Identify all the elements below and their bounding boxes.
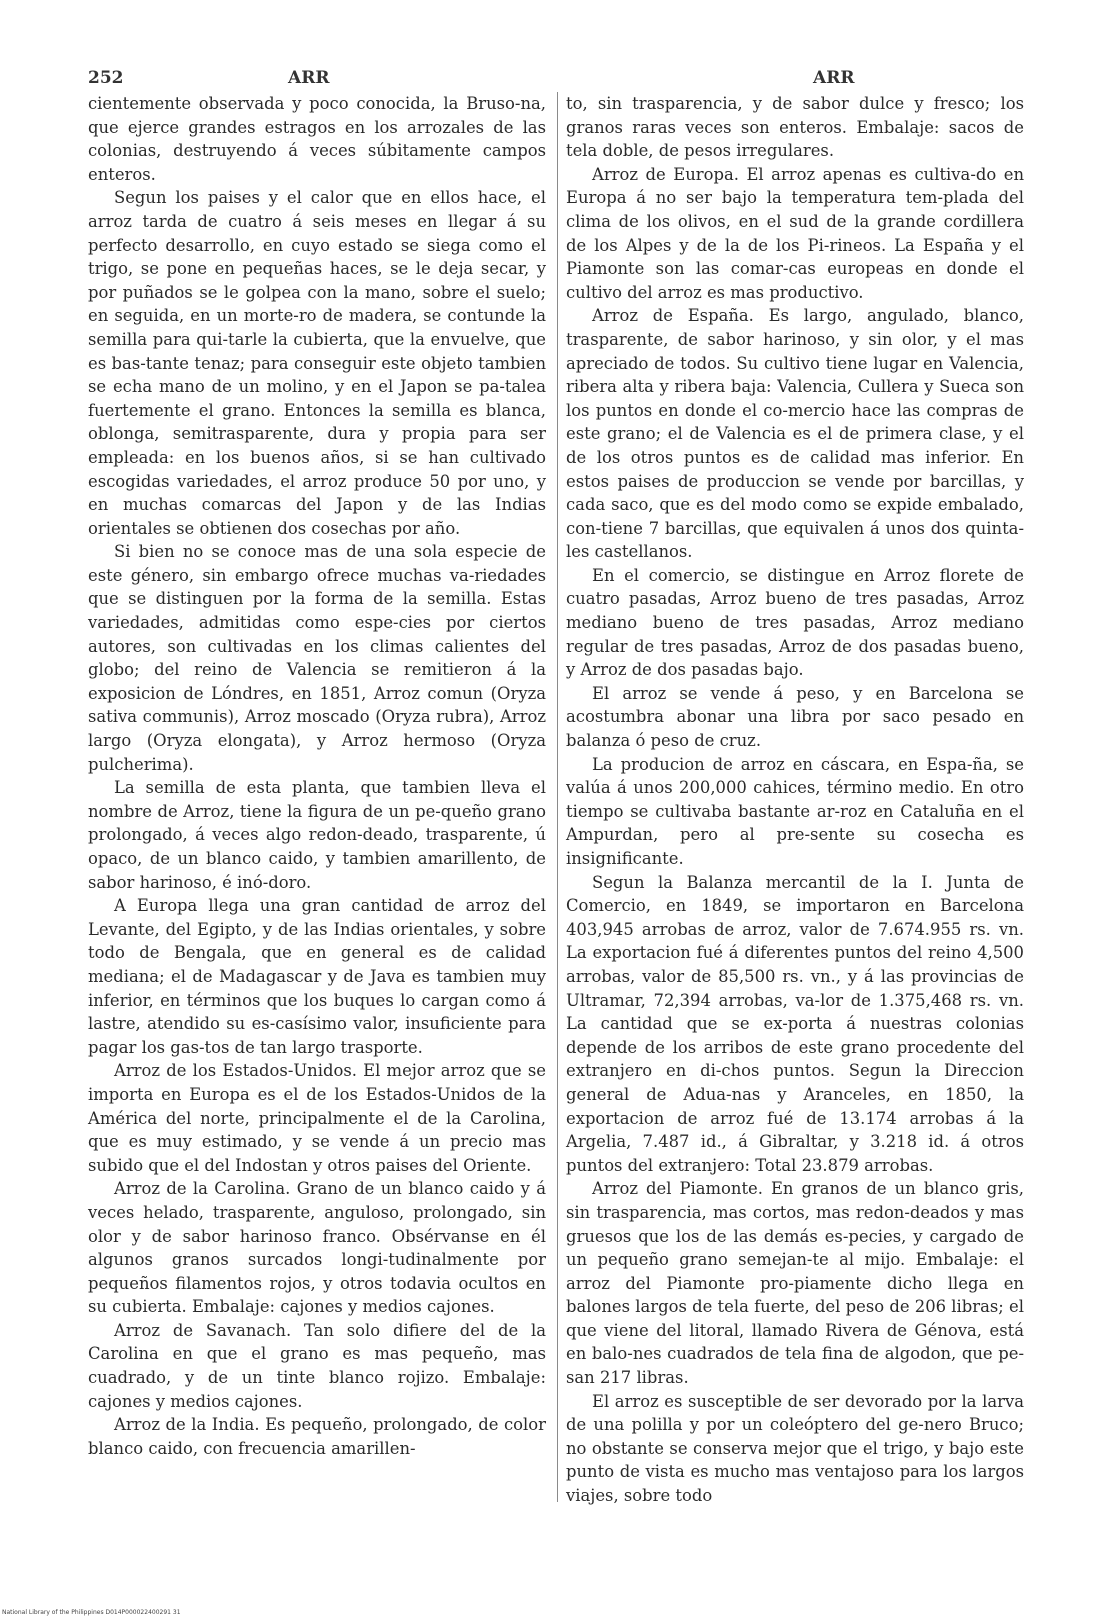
running-title-left: ARR xyxy=(288,68,330,88)
paragraph: El arroz se vende á peso, y en Barcelona se acostumbra abonar una libra por saco pesado en balanza ó peso de cruz. xyxy=(566,683,1024,751)
scan-credit: National Library of the Philippines D014P000022400291 31 xyxy=(2,1609,181,1616)
paragraph: Segun los paises y el calor que en ellos hace, el arroz tarda de cuatro á seis meses en llegar á su perfecto desarrollo, en cuyo estado se siega como el trigo, se pone en pequeñas haces, se le deja secar, y por puñados se le golpea con la mano, sobre el suelo; en seguida, en un morte-ro de madera, se contunde la semilla para qui-tarle la cubierta, que la envuelve, que es bas-tante tenaz; para conseguir este objeto tambien se echa mano de un molino, y en el Japon se pa-talea fuertemente el grano. Entonces la semilla es blanca, oblonga, semitrasparente, dura y propia para ser empleada: en los buenos años, si se han cultivado escogidas variedades, el arroz produce 50 por uno, y en muchas comarcas del Japon y de las Indias orientales se obtienen dos cosechas por año. xyxy=(88,188,546,538)
paragraph: El arroz es susceptible de ser devorado por la larva de una polilla y por un coleóptero del ge-nero Bruco; no obstante se conserva mejor que el trigo, y bajo este punto de vista es mucho mas ventajoso para los largos viajes, sobre todo xyxy=(566,1391,1024,1506)
left-column xyxy=(88,92,546,1460)
running-title-right: ARR xyxy=(813,68,855,88)
paragraph: cientemente observada y poco conocida, la Bruso-na, que ejerce grandes estragos en los arrozales de las colonias, destruyendo á veces súbitamente campos enteros. xyxy=(88,94,546,184)
paragraph: La semilla de esta planta, que tambien lleva el nombre de Arroz, tiene la figura de un pe-queño grano prolongado, á veces algo redon-deado, trasparente, ú opaco, de un blanco caido, y tambien amarillento, de sabor harinoso, é inó-doro. xyxy=(88,778,546,892)
right-column xyxy=(566,92,1024,1508)
paragraph: Arroz de la Carolina. Grano de un blanco caido y á veces helado, trasparente, anguloso, prolongado, sin olor y de sabor harinoso franco. Obsérvanse en él algunos granos surcados longi-tudinalmente por pequeños filamentos rojos, y otros todavia ocultos en su cubierta. Embalaje: cajones y medios cajones. xyxy=(88,1179,546,1317)
page-number: 252 xyxy=(88,68,124,88)
paragraph: En el comercio, se distingue en Arroz florete de cuatro pasadas, Arroz bueno de tres pasadas, Arroz mediano bueno de tres pasadas, Arroz mediano regular de tres pasadas, Arroz de dos pasadas bueno, y Arroz de dos pasadas bajo. xyxy=(566,565,1024,680)
paragraph: Arroz de la India. Es pequeño, prolongado, de color blanco caido, con frecuencia amarillen- xyxy=(88,1415,546,1458)
paragraph: to, sin trasparencia, y de sabor dulce y fresco; los granos raras veces son enteros. Embalaje: sacos de tela doble, de pesos irregulares. xyxy=(566,94,1024,161)
paragraph: Si bien no se conoce mas de una sola especie de este género, sin embargo ofrece muchas va-riedades que se distinguen por la forma de la semilla. Estas variedades, admitidas como espe-cies por ciertos autores, son cultivadas en los climas calientes del globo; del reino de Valencia se remitieron á la exposicion de Lóndres, en 1851, Arroz comun (Oryza sativa communis), Arroz moscado (Oryza rubra), Arroz largo (Oryza elongata), y Arroz hermoso (Oryza pulcherima). xyxy=(88,542,546,774)
paragraph: Arroz de los Estados-Unidos. El mejor arroz que se importa en Europa es el de los Estados-Unidos de la América del norte, principalmente el de la Carolina, que es muy estimado, y se vende á un precio mas subido que el del Indostan y otros paises del Oriente. xyxy=(88,1061,546,1175)
paragraph: Arroz de Savanach. Tan solo difiere del de la Carolina en que el grano es mas pequeño, mas cuadrado, y de un tinte blanco rojizo. Embalaje: cajones y medios cajones. xyxy=(88,1320,546,1411)
column-divider xyxy=(557,92,558,1502)
paragraph: La producion de arroz en cáscara, en Espa-ña, se valúa á unos 200,000 cahices, término medio. En otro tiempo se cultivaba bastante ar-roz en Cataluña en el Ampurdan, pero al pre-sente su cosecha es insignificante. xyxy=(566,754,1024,868)
paragraph: Arroz de Europa. El arroz apenas es cultiva-do en Europa á no ser bajo la temperatura tem-plada del clima de los olivos, en el sud de la grande cordillera de los Alpes y de la de los Pi-rineos. La España y el Piamonte son las comar-cas europeas en donde el cultivo del arroz es mas productivo. xyxy=(566,164,1024,302)
page-header xyxy=(88,68,1050,92)
paragraph: Arroz del Piamonte. En granos de un blanco gris, sin trasparencia, mas cortos, mas redon-deados y mas gruesos que los de las demás es-pecies, y cargado de un pequeño grano semejan-te al mijo. Embalaje: el arroz del Piamonte pro-piamente dicho llega en balones largos de tela fuerte, del peso de 206 libras; el que viene del litoral, llamado Rivera de Génova, está en balo-nes cuadrados de tela fina de algodon, que pe-san 217 libras. xyxy=(566,1179,1024,1388)
paragraph: Segun la Balanza mercantil de la I. Junta de Comercio, en 1849, se importaron en Barcelona 403,945 arrobas de arroz, valor de 7.674.955 rs. vn. La exportacion fué á diferentes puntos del reino 4,500 arrobas, valor de 85,500 rs. vn., y á las provincias de Ultramar, 72,394 arrobas, va-lor de 1.375,468 rs. vn. La cantidad que se ex-porta á nuestras colonias depende de los arribos de este grano procedente del extranjero en di-chos puntos. Segun la Direccion general de Adua-nas y Aranceles, en 1850, la exportacion de arroz fué de 13.174 arrobas á la Argelia, 7.487 id., á Gibraltar, y 3.218 id. á otros puntos del extranjero: Total 23.879 arrobas. xyxy=(566,872,1024,1175)
paragraph: A Europa llega una gran cantidad de arroz del Levante, del Egipto, y de las Indias orientales, y sobre todo de Bengala, que en general es de calidad mediana; el de Madagascar y de Java es tambien muy inferior, en términos que los buques lo cargan como á lastre, atendido su es-casísimo valor, insuficiente para pagar los gas-tos de tan largo trasporte. xyxy=(88,896,546,1057)
paragraph: Arroz de España. Es largo, angulado, blanco, trasparente, de sabor harinoso, y sin olor, y el mas apreciado de todos. Su cultivo tiene lugar en Valencia, ribera alta y ribera baja: Valencia, Cullera y Sueca son los puntos en donde el co-mercio hace las compras de este grano; el de Valencia es el de primera clase, y el de los otros puntos es de calidad mas inferior. En estos paises de produccion se vende por barcillas, y cada saco, que es del modo como se expide embalado, con-tiene 7 barcillas, que equivalen á unos dos quinta-les castellanos. xyxy=(566,306,1024,562)
